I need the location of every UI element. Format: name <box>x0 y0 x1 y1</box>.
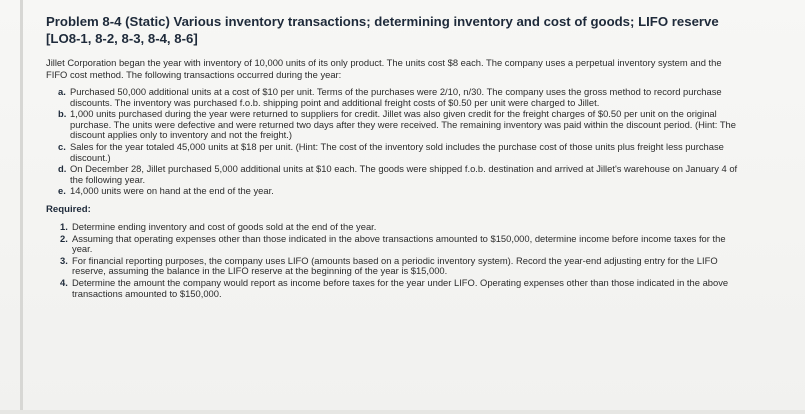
transactions-list <box>46 87 745 197</box>
transaction-marker: d. <box>58 163 67 175</box>
requirement-item <box>60 222 745 233</box>
transaction-item <box>58 186 745 197</box>
transaction-item <box>58 109 745 141</box>
transaction-text: Sales for the year totaled 45,000 units at $18 per unit. (Hint: The cost of the inventory sold includes the purchase cost of those units plus freight less purchase discount.) <box>70 140 724 163</box>
requirement-text: Determine ending inventory and cost of goods sold at the end of the year. <box>72 220 377 232</box>
transaction-text: On December 28, Jillet purchased 5,000 additional units at $10 each. The goods were shipped f.o.b. destination and arrived at Jillet's warehouse on January 4 of the following year. <box>70 163 738 185</box>
requirements-list <box>46 222 745 299</box>
transaction-marker: c. <box>58 140 66 152</box>
transaction-marker: e. <box>58 185 66 197</box>
transaction-item <box>58 164 745 185</box>
bottom-divider <box>0 410 805 414</box>
requirement-text: Assuming that operating expenses other than those indicated in the above transactions amounted to $150,000, determine income before income taxes for the year. <box>72 232 726 255</box>
requirement-item <box>60 234 745 255</box>
problem-intro: Jillet Corporation began the year with inventory of 10,000 units of its only product. The units cost $8 each. The company uses a perpetual inventory system and the FIFO cost method. The following transactions occurred during the year: <box>46 57 722 80</box>
transaction-item <box>58 87 745 108</box>
requirement-marker: 2. <box>60 232 68 244</box>
problem-title: Problem 8-4 (Static) Various inventory transactions; determining inventory and cost of goods; LIFO reserve [LO8-1, 8-2, 8-3, 8-4, 8-6] <box>46 14 719 46</box>
transaction-text: 14,000 units were on hand at the end of the year. <box>70 185 274 197</box>
transaction-marker: a. <box>58 86 66 97</box>
requirement-marker: 3. <box>60 254 68 266</box>
requirement-text: For financial reporting purposes, the company uses LIFO (amounts based on a periodic inventory system). Record the year-end adjusting entry for the LIFO reserve, assuming the balance in the LIFO reserve at the beginning of the year is $15,000. <box>72 254 718 277</box>
left-margin-rule <box>20 0 23 414</box>
requirement-marker: 4. <box>60 276 68 288</box>
requirement-item <box>60 278 745 299</box>
requirement-item <box>60 256 745 277</box>
transaction-item <box>58 142 745 163</box>
requirement-marker: 1. <box>60 220 68 232</box>
transaction-text: 1,000 units purchased during the year were returned to suppliers for credit. Jillet was also given credit for the freight charges of $0.50 per unit on the original purchase. The units were defective and were returned two days after they were received. The remaining inventory was paid within the discount period. (Hint: The discount applies only to inventory and not the freight.) <box>70 108 736 141</box>
requirement-text: Determine the amount the company would report as income before taxes for the year under LIFO. Operating expenses other than those indicated in the above transactions amounted to $150,000. <box>72 276 729 299</box>
transaction-text: Purchased 50,000 additional units at a cost of $10 per unit. Terms of the purchases were 2/10, n/30. The company uses the gross method to record purchase discounts. The inventory was purchased f.o.b. shipping point and additional freight costs of $0.50 per unit were charged to Jillet. <box>70 86 722 108</box>
transaction-marker: b. <box>58 108 67 120</box>
required-heading: Required: <box>46 203 91 215</box>
